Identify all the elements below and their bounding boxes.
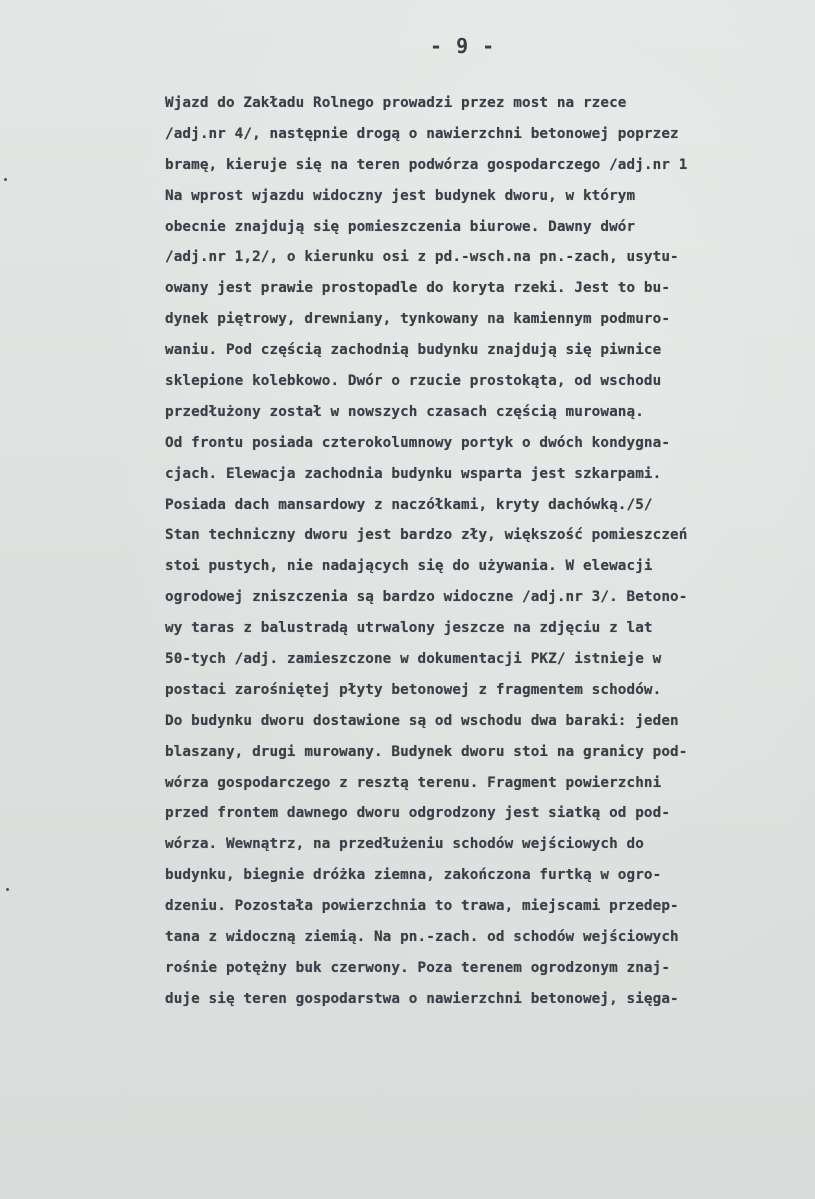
text-line: obecnie znajdują się pomieszczenia biurowe. Dawny dwór (165, 218, 636, 235)
text-line: stoi pustych, nie nadających się do używania. W elewacji (165, 558, 653, 575)
text-line: waniu. Pod częścią zachodnią budynku znajdują się piwnice (165, 342, 662, 359)
text-line: dzeniu. Pozostała powierzchnia to trawa, miejscami przedep- (165, 898, 679, 915)
text-line: owany jest prawie prostopadle do koryta rzeki. Jest to bu- (165, 280, 671, 297)
text-line: postaci zarośniętej płyty betonowej z fragmentem schodów. (165, 681, 662, 698)
body-text (165, 88, 805, 1015)
text-line: budynku, biegnie dróżka ziemna, zakończona furtką w ogro- (165, 867, 662, 884)
text-line: duje się teren gospodarstwa o nawierzchni betonowej, sięga- (165, 990, 679, 1007)
punch-mark-bottom (6, 888, 9, 891)
text-line: Wjazd do Zakładu Rolnego prowadzi przez most na rzece (165, 95, 627, 111)
text-line: bramę, kieruje się na teren podwórza gospodarczego /adj.nr 1 (165, 156, 688, 173)
text-line: blaszany, drugi murowany. Budynek dworu stoi na granicy pod- (165, 743, 688, 760)
text-line: Do budynku dworu dostawione są od wschodu dwa baraki: jeden (165, 712, 679, 729)
text-line: ogrodowej zniszczenia są bardzo widoczne /adj.nr 3/. Betono- (165, 589, 688, 606)
text-line: rośnie potężny buk czerwony. Poza terenem ogrodzonym znaj- (165, 959, 671, 976)
punch-mark-top (4, 178, 7, 181)
text-line: Na wprost wjazdu widoczny jest budynek dworu, w którym (165, 187, 636, 204)
text-line: wórza gospodarczego z resztą terenu. Fragment powierzchni (165, 774, 662, 791)
text-line: Posiada dach mansardowy z naczółkami, kryty dachówką./5/ (165, 496, 653, 513)
text-line: przedłużony został w nowszych czasach częścią murowaną. (165, 403, 644, 420)
text-line: Stan techniczny dworu jest bardzo zły, większość pomieszczeń (165, 527, 688, 544)
text-line: Od frontu posiada czterokolumnowy portyk o dwóch kondygna- (165, 434, 671, 451)
text-line: wórza. Wewnątrz, na przedłużeniu schodów wejściowych do (165, 836, 644, 853)
text-line: /adj.nr 1,2/, o kierunku osi z pd.-wsch.na pn.-zach, usytu- (165, 249, 679, 266)
text-line: 50-tych /adj. zamieszczone w dokumentacji PKZ/ istnieje w (165, 651, 662, 668)
text-line: przed frontem dawnego dworu odgrodzony jest siatką od pod- (165, 805, 671, 822)
text-line: /adj.nr 4/, następnie drogą o nawierzchni betonowej poprzez (165, 125, 679, 142)
text-line: cjach. Elewacja zachodnia budynku wsparta jest szkarpami. (165, 465, 662, 482)
text-line: wy taras z balustradą utrwalony jeszcze na zdjęciu z lat (165, 620, 653, 637)
page-number: - 9 - (430, 34, 496, 58)
text-line: tana z widoczną ziemią. Na pn.-zach. od schodów wejściowych (165, 929, 679, 946)
text-line: dynek piętrowy, drewniany, tynkowany na kamiennym podmuro- (165, 311, 671, 328)
text-line: sklepione kolebkowo. Dwór o rzucie prostokąta, od wschodu (165, 373, 662, 390)
